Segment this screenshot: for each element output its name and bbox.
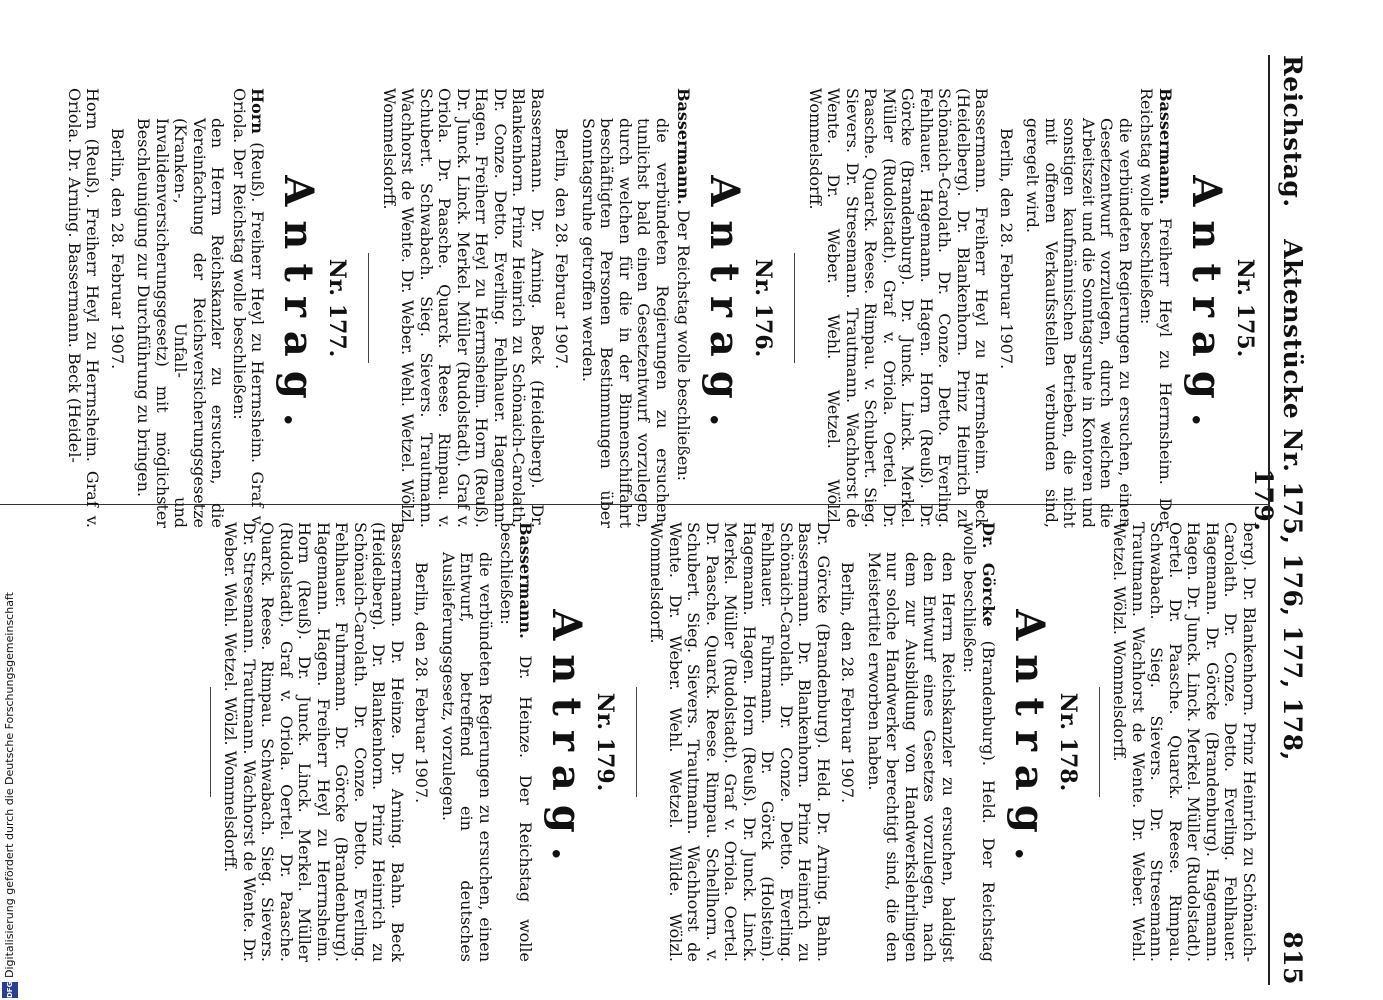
antrag-signatures: Dr. Görcke (Brandenburg). Held. Dr. Arning. Bahn. Bassermann. Dr. Blankenhorn. Prinz Heinrich zu Schönaich-Carolath. Dr. Conze. Detto. Everling. Fehlhauer. Fuhrmann. Dr. Görck (Holstein). Hagemann. Hagen. Horn (Reuß). Dr. Junck. Linck. Merkel. Müller (Rudolstadt). Graf v. Oriola. Oertel. Dr. Paasche. Quarck. Reese. Rimpau. Schellhorn. v. Schubert. Sieg. Sievers. Trautmann. Wachhorst de Wente. Dr. Weber. Wehl. Wetzel. Wilde. Wölzl. Wommelsdorff. (647, 522, 833, 962)
antrag-intro (230, 88, 267, 528)
antrag-body: den Herrn Reichskanzler zu ersuchen, baldigst den Entwurf eines Gesetzes vorzulegen, nach dem zur Ausbildung von Handwerkslehrlingen nur solche Handwerker berechtigt sind, die den Meistertitel erworben haben. (865, 552, 958, 962)
antrag-intro (497, 522, 534, 962)
antrag-179 (210, 522, 618, 962)
antrag-title: Antrag. (1006, 609, 1053, 875)
antrag-intro (960, 522, 997, 962)
separator-rule (636, 687, 637, 797)
antrag-title: Antrag. (1183, 175, 1230, 441)
page-header (1249, 55, 1307, 985)
antrag-title: Antrag. (275, 175, 323, 441)
antrag-number: Nr. 177. (324, 258, 351, 358)
footer-text: Digitalisierung gefördert durch die Deutsche Forschungsgemeinschaft (3, 592, 16, 978)
antrag-date: Berlin, den 28. Februar 1907. (108, 128, 127, 370)
signatures-continuation: berg). Dr. Blankenhorn. Prinz Heinrich zu Schönaich-Carolath. Dr. Conze. Detto. Everling. Fehlhauer. Hagemann. Dr. Görcke (Brandenburg). Hagemann. Hagen. Dr. Junck. Linck. Merkel. Müller (Rudolstadt). Oertel. Dr. Paasche. Quarck. Reese. Rimpau. Schwabach. Sieg. Sievers. Dr. Stresemann. Trautmann. Wachhorst de Wente. Dr. Weber. Wehl. Wetzel. Wölzl. Wommelsdorff. (1110, 522, 1259, 962)
antrag-178 (636, 522, 1081, 962)
antrag-body: die verbündeten Regierungen zu ersuchen, tunlichst bald einen Gesetzentwurf vorzulegen, durch welchen für die in der Binnenschiffahrt beschäftigten Personen Bestimmungen über Sonntagsruhe getroffen werden. (579, 118, 672, 528)
antrag-175 (795, 88, 1259, 528)
header-rule (1268, 55, 1270, 985)
antrag-date: Berlin, den 28. Februar 1907. (412, 562, 432, 804)
antrag-mover: Dr. Görcke (979, 522, 998, 627)
antrag-number: Nr. 176. (750, 258, 777, 358)
antrag-signatures: Bassermann. Freiherr Heyl zu Herrnsheim. Beck (Heidelberg). Dr. Blankenhorn. Prinz Heinrich zu Schönaich-Carolath. Dr. Conze. Detto. Everling. Fehlhauer. Hagemann. Hagen. Horn (Reuß). Dr. Görcke (Brandenburg). Dr. Junck. Linck. Merkel. Müller (Rudolstadt). Graf v. Oriola. Oertel. Dr. Paasche. Quarck. Reese. Rimpau. v. Schubert. Sieg. Sievers. Dr. Stresemann. Trautmann. Wachhorst de Wente. Dr. Weber. Wehl. Wetzel. Wölzl. Wommelsdorff. (806, 88, 992, 528)
antrag-mover: Bassermann. (1156, 88, 1175, 205)
separator-rule (795, 253, 796, 363)
antrag-signatures: Horn (Reuß). Freiherr Heyl zu Herrnsheim. Graf v. Oriola. Dr. Arning. Bassermann. Beck (Heidel- (65, 88, 103, 528)
header-left: Reichstag. (1278, 55, 1307, 208)
left-column (57, 88, 1259, 528)
antrag-date: Berlin, den 28. Februar 1907. (997, 128, 1016, 370)
antrag-number: Nr. 178. (1055, 692, 1081, 792)
digitization-footer (0, 0, 20, 1000)
dfg-logo: DFG (2, 982, 18, 998)
antrag-title: Antrag. (701, 175, 749, 441)
separator-rule (1099, 687, 1100, 797)
antrag-body: die verbündeten Regierungen zu ersuchen, einen Gesetzentwurf vorzulegen, durch welchen die Arbeitszeit und die Sonntagsruhe in Kontoren und sonstigen kaufmännischen Betrieben, die nicht mit offenen Verkaufsstellen verbunden sind, geregelt wird. (1023, 118, 1135, 528)
antrag-intro (1137, 88, 1174, 528)
antrag-body: die verbündeten Regierungen zu ersuchen, einen Entwurf, betreffend ein deutsches Auslieferungsgesetz, vorzulegen. (439, 552, 495, 962)
antrag-177 (65, 88, 351, 528)
antrag-intro (674, 88, 693, 528)
antrag-176 (369, 88, 777, 528)
antrag-title: Antrag. (543, 609, 590, 875)
separator-rule (210, 687, 211, 797)
antrag-mover: Bassermann. (674, 88, 694, 205)
antrag-date: Berlin, den 28. Februar 1907. (838, 562, 858, 804)
antrag-intro-text: (Brandenburg). Held. Der Reichstag wolle beschließen: (960, 522, 998, 963)
page-number: 815 (1278, 931, 1307, 985)
header-center: Aktenstücke Nr. 175, 176, 177, 178, 179. (1249, 239, 1307, 761)
antrag-intro-text: Freiherr Heyl zu Herrnsheim. Der Reichstag wolle beschließen: (1137, 88, 1175, 528)
antrag-date: Berlin, den 28. Februar 1907. (552, 128, 572, 370)
antrag-number: Nr. 175. (1232, 258, 1258, 358)
right-column (192, 522, 1258, 962)
separator-rule (369, 253, 370, 363)
antrag-intro-text: (Reuß). Freiherr Heyl zu Herrnsheim. Graf v. Oriola. Der Reichstag wolle beschließen: (230, 88, 268, 528)
antrag-signatures: Bassermann. Dr. Heinze. Dr. Arning. Bahn. Beck (Heidelberg). Dr. Blankenhorn. Prinz Heinrich zu Schönaich-Carolath. Dr. Conze. Detto. Everling. Fehlhauer. Fuhrmann. Dr. Görcke (Brandenburg). Hagemann. Hagen. Freiherr Heyl zu Herrnsheim. Horn (Reuß). Dr. Junck. Linck. Merkel. Müller (Rudolstadt). Graf v. Oriola. Oertel. Dr. Paasche. Quarck. Reese. Rimpau. Schwabach. Sieg. Sievers. Dr. Stresemann. Trautmann. Wachhorst de Wente. Dr. Weber. Wehl. Wetzel. Wölzl. Wommelsdorff. (221, 522, 407, 962)
antrag-mover: Horn (248, 88, 268, 134)
antrag-mover: Bassermann. (516, 522, 535, 639)
antrag-body: den Herrn Reichskanzler zu ersuchen, die Vereinfachung der Reichsversicherungsgesetze (Kranken-, Unfall- und Invalidenversicherungsgesetz) mit möglichster Beschleunigung zur Durchführung zu bringen. (134, 118, 228, 528)
antrag-number: Nr. 179. (592, 692, 618, 792)
antrag-intro-text: Dr. Heinze. Der Reichstag wolle beschließen: (497, 522, 535, 962)
antrag-signatures: Bassermann. Dr. Arning. Beck (Heidelberg). Dr. Blankenhorn. Prinz Heinrich zu Schönaich-Carolath. Dr. Conze. Detto. Everling. Fehlhauer. Hagemann. Hagen. Freiherr Heyl zu Herrnsheim. Horn (Reuß). Dr. Junck. Linck. Merkel. Müller (Rudolstadt). Graf v. Oriola. Dr. Paasche. Quarck. Reese. Rimpau. v. Schubert. Schwabach. Sieg. Sievers. Trautmann. Wachhorst de Wente. Dr. Weber. Wehl. Wetzel. Wölzl. Wommelsdorff. (380, 88, 547, 528)
antrag-intro-text: Der Reichstag wolle beschließen: (674, 204, 694, 482)
